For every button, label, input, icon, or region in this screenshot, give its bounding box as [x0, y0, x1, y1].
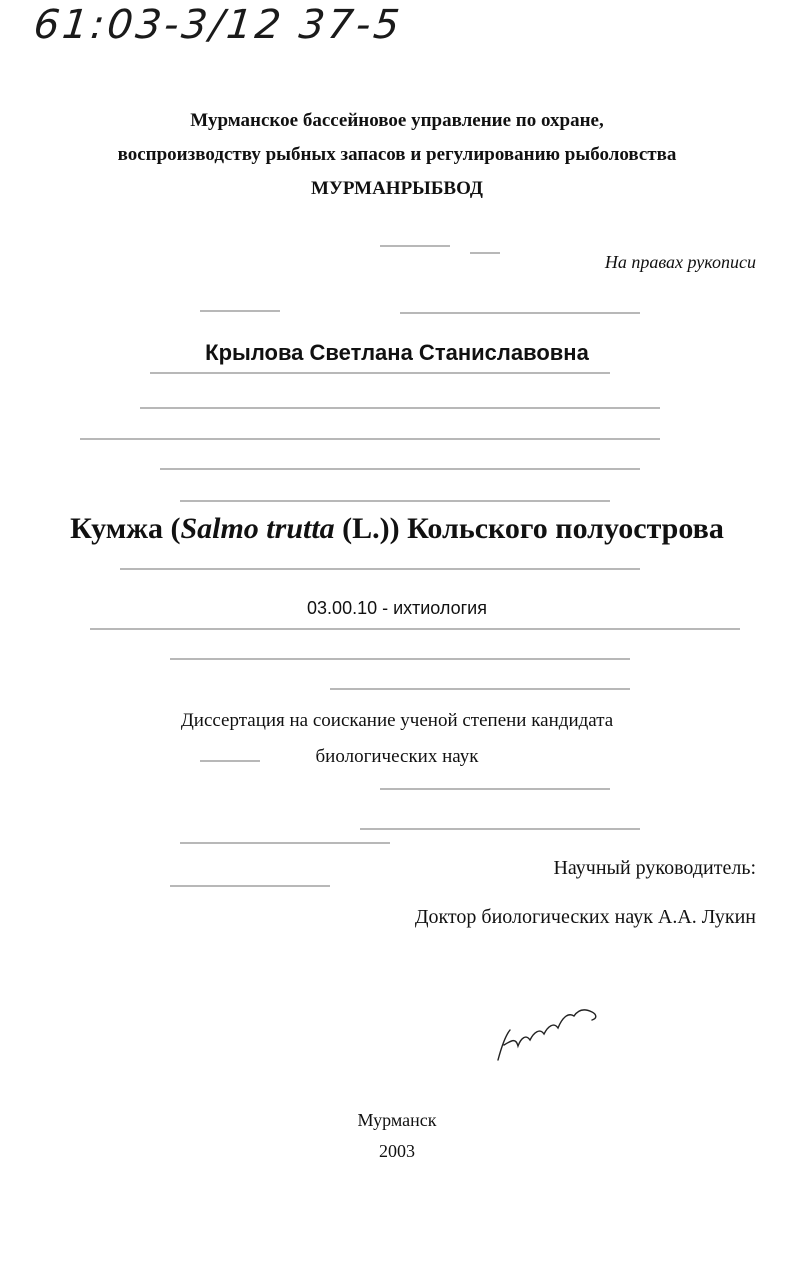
- specialty-code: 03.00.10 - ихтиология: [307, 598, 487, 618]
- archive-stamp: 61:03-3/12 37-5: [31, 2, 405, 48]
- advisor-name: Доктор биологических наук А.А. Лукин: [414, 906, 756, 928]
- degree-line-2: биологических наук: [315, 746, 479, 767]
- year: 2003: [379, 1141, 415, 1161]
- title-latin-name: Salmo trutta: [180, 512, 335, 545]
- author-name: Крылова Светлана Станиславовна: [205, 340, 589, 365]
- organization-line-2: воспроизводству рыбных запасов и регулированию рыболовства: [117, 144, 677, 165]
- city: Мурманск: [357, 1110, 437, 1130]
- handwritten-signature: [488, 990, 608, 1070]
- dissertation-title: [0, 512, 794, 546]
- manuscript-rights-note: На правах рукописи: [604, 252, 756, 272]
- organization-acronym: МУРМАНРЫБВОД: [311, 178, 483, 199]
- title-part-1: Кумжа (: [70, 512, 181, 545]
- organization-line-1: Мурманское бассейновое управление по охране,: [190, 110, 604, 131]
- title-part-2: (L.)) Кольского полуострова: [334, 512, 724, 545]
- advisor-label: Научный руководитель:: [553, 857, 756, 879]
- degree-line-1: Диссертация на соискание ученой степени кандидата: [180, 710, 614, 731]
- scan-noise: [0, 230, 794, 930]
